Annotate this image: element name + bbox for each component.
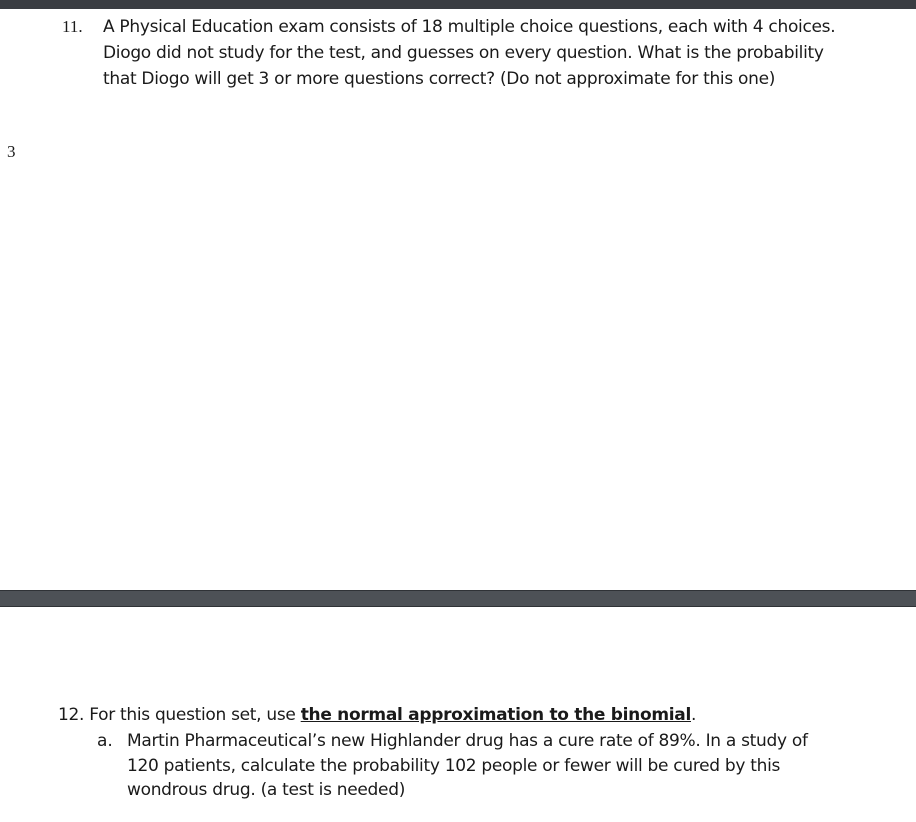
page-break-divider — [0, 590, 916, 607]
sub-question-a-text — [127, 729, 897, 803]
margin-page-number: 3 — [7, 142, 16, 161]
page-divider-top — [0, 0, 916, 9]
document-page-upper — [0, 9, 916, 590]
question-11-line: that Diogo will get 3 or more questions correct? (Do not approximate for this one) — [103, 69, 776, 89]
sub-question-a-line: 120 patients, calculate the probability 102 people or fewer will be cured by this — [127, 755, 781, 776]
question-11-line: Diogo did not study for the test, and guesses on every question. What is the probability — [103, 43, 824, 63]
question-11-text — [103, 14, 903, 92]
question-12-intro-prefix: For this question set, use — [89, 705, 301, 725]
question-11-line: A Physical Education exam consists of 18 multiple choice questions, each with 4 choices. — [103, 17, 836, 37]
question-12-intro — [58, 703, 696, 727]
question-number: 12. — [58, 705, 85, 725]
sub-question-a-line: wondrous drug. (a test is needed) — [127, 780, 406, 800]
sub-question-label: a. — [97, 731, 113, 751]
sub-question-a-line: Martin Pharmaceutical’s new Highlander drug has a cure rate of 89%. In a study of — [127, 731, 808, 751]
question-12-intro-suffix: . — [691, 705, 697, 725]
question-12-emphasis: the normal approximation to the binomial — [300, 705, 691, 725]
question-number: 11. — [62, 17, 83, 36]
